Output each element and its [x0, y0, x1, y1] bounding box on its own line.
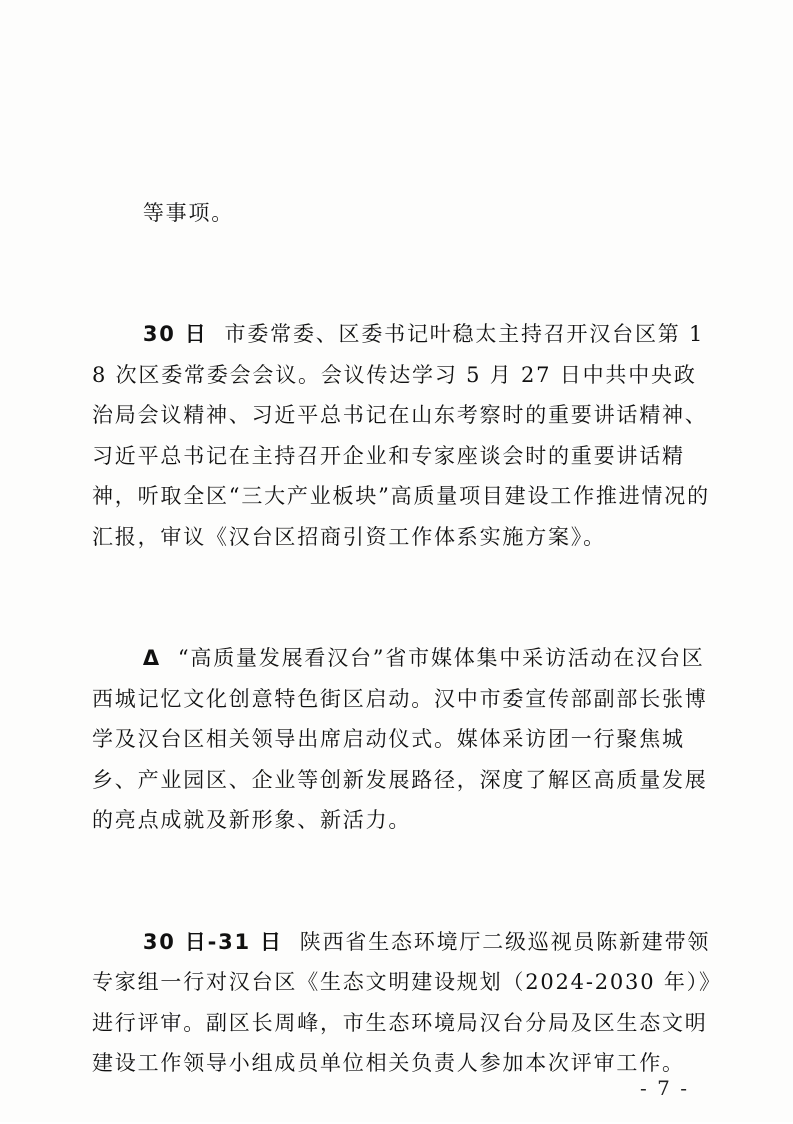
paragraph-continuation	[92, 152, 712, 274]
paragraph-day-30	[92, 274, 712, 598]
paragraph-day-30-31	[92, 881, 712, 1124]
page-number: - 7 -	[640, 1076, 689, 1100]
paragraph-text: 陕西省生态环境厅二级巡视员陈新建带领专家组一行对汉台区《生态文明建设规划（2024-2030 年）》进行评审。副区长周峰，市生态环境局汉台分局及区生态文明建设工作领导小组成员单位相关负责人参加本次评审工作。	[92, 929, 712, 1075]
paragraph-text: “高质量发展看汉台”省市媒体集中采访活动在汉台区西城记忆文化创意特色街区启动。汉中市委宣传部副部长张博学及汉台区相关领导出席启动仪式。媒体采访团一行聚焦城乡、产业园区、企业等创新发展路径，深度了解区高质量发展的亮点成就及新形象、新活力。	[92, 646, 708, 832]
paragraph-triangle-lead: Δ	[142, 646, 161, 670]
paragraph-date-lead: 30 日	[142, 322, 208, 346]
document-body	[92, 152, 712, 1124]
paragraph-date-lead: 30 日-31 日	[142, 929, 283, 954]
paragraph-text: 市委常委、区委书记叶稳太主持召开汉台区第 18 次区委常委会会议。会议传达学习 5 月 27 日中共中央政治局会议精神、习近平总书记在山东考察时的重要讲话精神、习近平总书记在主持召开企业和专家座谈会时的重要讲话精神，听取全区“三大产业板块”高质量项目建设工作推进情况的汇报，审议《汉台区招商引资工作体系实施方案》。	[92, 322, 710, 549]
paragraph-text: 等事项。	[142, 200, 235, 225]
paragraph-media-event	[92, 598, 712, 882]
